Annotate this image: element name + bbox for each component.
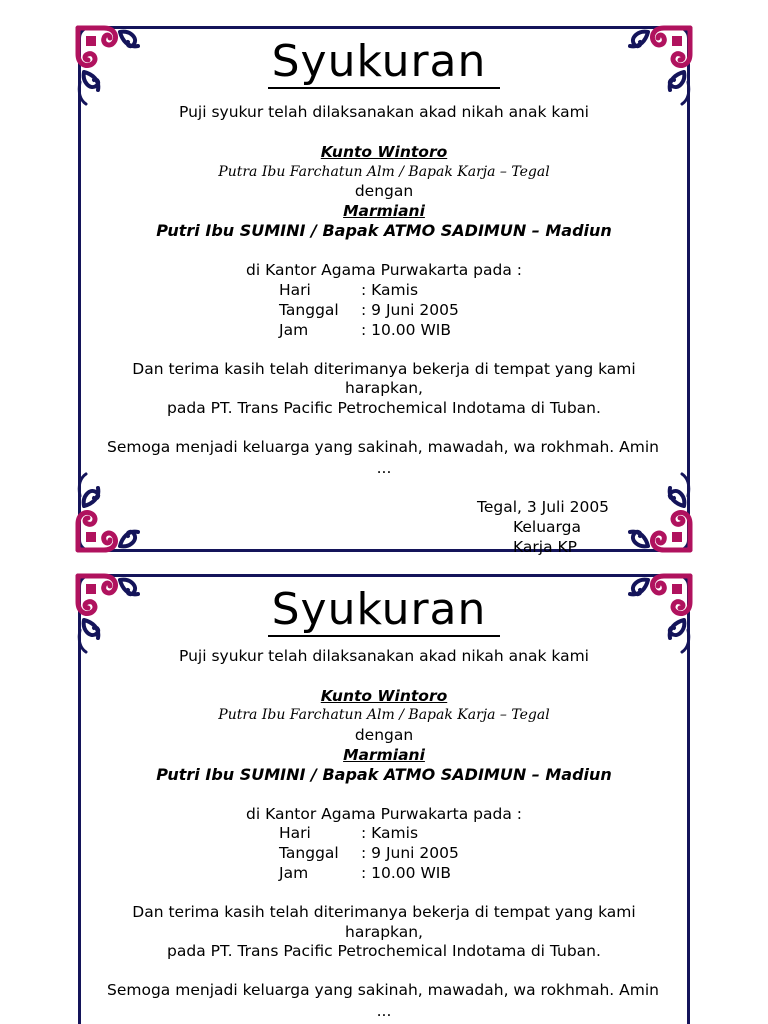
thanks-text-line3: pada PT. Trans Pacific Petrochemical Indotama di Tuban.	[167, 942, 601, 960]
conjunction-text: dengan	[354, 726, 414, 744]
invitation-card-1	[74, 22, 694, 556]
venue-text: di Kantor Agama Purwakarta pada :	[246, 261, 522, 279]
bride-name: Marmiani	[343, 202, 425, 220]
bride-parents: Putri Ibu SUMINI / Bapak ATMO SADIMUN – Madiun	[156, 221, 612, 240]
signature-line2: Karja KP	[513, 538, 578, 556]
groom-name: Kunto Wintoro	[320, 143, 448, 161]
wish-text-line2: ...	[376, 459, 392, 477]
signature-line1: Keluarga	[513, 518, 581, 536]
thanks-text-line1: Dan terima kasih telah diterimanya bekerja di tempat yang kami	[132, 903, 636, 921]
thanks-text-line3: pada PT. Trans Pacific Petrochemical Indotama di Tuban.	[167, 399, 601, 417]
wish-text-line1: Semoga menjadi keluarga yang sakinah, mawadah, wa rokhmah. Amin	[107, 981, 659, 999]
wish-text-line1: Semoga menjadi keluarga yang sakinah, mawadah, wa rokhmah. Amin	[107, 438, 659, 456]
intro-text: Puji syukur telah dilaksanakan akad nikah anak kami	[179, 103, 589, 121]
detail-row-date: Tanggal : 9 Juni 2005	[279, 844, 459, 862]
groom-parents: Putra Ibu Farchatun Alm / Bapak Karja – Tegal	[218, 707, 550, 723]
event-details	[279, 823, 539, 883]
detail-row-day: Hari : Kamis	[279, 824, 419, 842]
place-date: Tegal, 3 Juli 2005	[477, 498, 610, 516]
invitation-card-2	[74, 570, 694, 1024]
detail-row-time: Jam : 10.00 WIB	[279, 864, 451, 882]
groom-parents: Putra Ibu Farchatun Alm / Bapak Karja – Tegal	[218, 164, 550, 180]
event-details	[279, 280, 539, 340]
detail-row-date: Tanggal : 9 Juni 2005	[279, 301, 459, 319]
detail-row-day: Hari : Kamis	[279, 281, 419, 299]
card-content	[74, 22, 694, 556]
card-title: Syukuran	[74, 36, 694, 88]
thanks-text-line2: harapkan,	[345, 379, 423, 397]
groom-name: Kunto Wintoro	[320, 687, 448, 705]
card-content	[74, 570, 694, 1024]
card-title: Syukuran	[74, 584, 694, 636]
thanks-text-line2: harapkan,	[345, 923, 423, 941]
intro-text: Puji syukur telah dilaksanakan akad nikah anak kami	[179, 647, 589, 665]
thanks-text-line1: Dan terima kasih telah diterimanya bekerja di tempat yang kami	[132, 360, 636, 378]
venue-text: di Kantor Agama Purwakarta pada :	[246, 805, 522, 823]
wish-text-line2: ...	[376, 1002, 392, 1020]
bride-parents: Putri Ibu SUMINI / Bapak ATMO SADIMUN – Madiun	[156, 765, 612, 784]
bride-name: Marmiani	[343, 746, 425, 764]
conjunction-text: dengan	[354, 182, 414, 200]
detail-row-time: Jam : 10.00 WIB	[279, 321, 451, 339]
